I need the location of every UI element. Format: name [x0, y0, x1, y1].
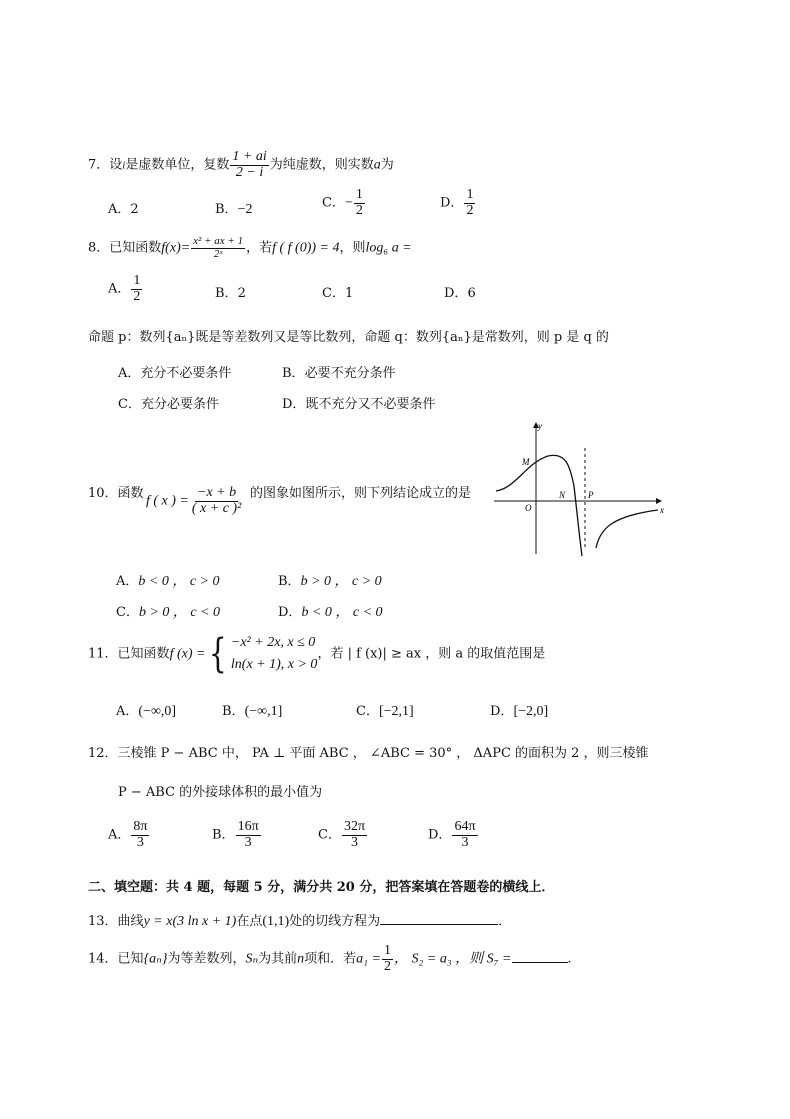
- option-label: A．: [118, 366, 141, 381]
- q8-frac-num: x² + ax + 1: [193, 235, 244, 247]
- option-label: B．: [215, 286, 238, 301]
- option-label: C．: [318, 827, 341, 843]
- frac-den: 3: [461, 834, 469, 850]
- q8-option-a[interactable]: [108, 274, 143, 304]
- graph-label-o: O: [525, 503, 532, 513]
- frac-num: 1: [355, 187, 363, 202]
- q12-option-a[interactable]: [108, 820, 150, 850]
- q10-fraction: [190, 486, 243, 516]
- q14-text-mid3: 项和．若: [304, 951, 357, 967]
- q7-option-a[interactable]: [108, 198, 139, 217]
- q7-var: a: [373, 157, 381, 173]
- q7-frac-num: 1 + ai: [232, 149, 267, 164]
- frac-num: 8π: [133, 819, 148, 834]
- q8-text-pre: 已知函数: [109, 240, 162, 256]
- q12-line1-text: 三棱锥 P − ABC 中， PA ⊥ 平面 ABC ， ∠ABC = 30° ， ΔAPC 的面积为 2 ，则三棱锥: [117, 746, 649, 761]
- option-text: (−∞,0]: [138, 704, 177, 719]
- option-label: A．: [116, 574, 139, 589]
- graph-label-n: N: [559, 490, 566, 500]
- option-label: B．: [282, 366, 305, 381]
- q10-graph: [488, 418, 668, 558]
- q7-text-mid: 是虚数单位，复数: [125, 157, 230, 173]
- q7-option-b[interactable]: [215, 198, 252, 218]
- frac-num: 32π: [343, 819, 366, 834]
- curve-left-branch: [496, 455, 582, 556]
- option-label: D．: [282, 397, 306, 412]
- q12-number: 12．: [88, 746, 118, 761]
- q11-case1: −x² + 2x, x ≤ 0: [230, 635, 316, 650]
- option-label: C．: [356, 704, 379, 719]
- q7-option-c[interactable]: [322, 188, 366, 218]
- q11-case2: ln(x + 1), x > 0: [230, 657, 318, 672]
- q7-imag-unit: i: [122, 159, 126, 172]
- option-label: C．: [116, 605, 139, 620]
- q11-stem: [88, 632, 545, 676]
- option-label: C．: [322, 195, 345, 211]
- option-text: 2: [130, 202, 139, 217]
- frac-num: 1: [133, 273, 141, 288]
- option-label: D．: [444, 286, 468, 301]
- option-label: D．: [278, 605, 302, 620]
- q12-option-d[interactable]: [428, 820, 479, 850]
- option-fraction: [131, 274, 142, 304]
- q10-frac-den: ( x + c )²: [191, 500, 242, 516]
- q13-text-post: 处的切线方程为: [289, 914, 381, 929]
- q7-text-pre: 设: [109, 157, 123, 173]
- q10-text-post: 的图象如图所示，则下列结论成立的是: [250, 486, 472, 501]
- q11-number: 11．: [88, 646, 118, 662]
- q14-number: 14．: [88, 951, 118, 967]
- option-text: 6: [467, 286, 476, 301]
- q10-option-c[interactable]: [116, 601, 220, 621]
- q10-option-d[interactable]: [278, 601, 383, 621]
- frac-den: 3: [136, 834, 144, 850]
- q14-cond: ， S₂ = a₃ ，则 S₇ =: [394, 951, 512, 967]
- q12-stem-line2: P − ABC 的外接球体积的最小值为: [118, 785, 323, 800]
- q14-fraction: [382, 944, 393, 974]
- section2-heading: 二、填空题：共 4 题，每题 5 分，满分共 20 分，把答案填在答题卷的横线上．: [88, 880, 555, 895]
- q13-answer-blank[interactable]: [380, 912, 498, 925]
- q9-option-d[interactable]: [282, 393, 435, 412]
- q14-answer-blank[interactable]: [512, 950, 568, 963]
- option-text: 1: [344, 286, 354, 301]
- graph-label-m: M: [522, 457, 530, 467]
- q11-text-pre: 已知函数: [117, 646, 170, 662]
- option-fraction: [354, 188, 365, 218]
- q9-option-c[interactable]: [118, 393, 219, 412]
- q8-fraction: [191, 236, 245, 260]
- frac-den: 2: [466, 202, 474, 218]
- q10-number: 10．: [88, 486, 118, 501]
- graph-label-p: P: [588, 490, 594, 500]
- q13-text-pre: 曲线: [117, 914, 144, 929]
- q13-text-mid: 在点: [236, 914, 263, 929]
- q13-point: (1,1): [262, 914, 290, 929]
- q14-stem: [88, 944, 572, 974]
- q8-fx: f(x)=: [161, 240, 191, 256]
- option-fraction: [452, 820, 477, 850]
- q10-frac-num: −x + b: [197, 485, 237, 500]
- option-text: −2: [237, 202, 253, 217]
- q11-option-c[interactable]: [356, 700, 414, 720]
- q9-option-b[interactable]: [282, 362, 396, 381]
- option-fraction: [131, 820, 149, 850]
- q13-equation: y = x(3 ln x + 1): [143, 914, 237, 929]
- curve-right-branch: [596, 510, 658, 548]
- option-label: C．: [322, 286, 345, 301]
- q8-text-mid2: ，则: [339, 240, 366, 256]
- option-text: 充分必要条件: [140, 397, 219, 412]
- option-text: 必要不充分条件: [304, 366, 396, 381]
- q8-number: 8．: [88, 240, 110, 256]
- q10-function: [146, 486, 244, 516]
- q11-cases: [231, 632, 318, 676]
- option-text: 既不充分又不必要条件: [305, 397, 436, 412]
- option-text: b > 0 ， c < 0: [138, 605, 221, 620]
- option-text: (−∞,1]: [244, 704, 283, 719]
- x-axis-arrow: [656, 498, 662, 504]
- q7-text-post: 为纯虚数，则实数: [269, 157, 374, 173]
- option-fraction: [342, 820, 367, 850]
- q14-a1: a₁ =: [356, 951, 381, 967]
- option-fraction: [464, 188, 475, 218]
- option-label: B．: [278, 574, 301, 589]
- option-text: b < 0 ， c > 0: [138, 574, 220, 589]
- q7-option-d[interactable]: [440, 188, 476, 218]
- frac-den: 3: [350, 834, 358, 850]
- q11-fx: f (x) =: [169, 646, 206, 662]
- q8-cond: f ( f (0)) = 4: [272, 240, 340, 256]
- q10-fx: f ( x ) =: [146, 493, 189, 509]
- q14-sequence: {aₙ}: [143, 951, 168, 967]
- frac-num: 64π: [454, 819, 476, 834]
- q10-option-a[interactable]: [116, 570, 220, 590]
- option-label: A．: [108, 281, 131, 297]
- q7-fraction: [230, 150, 268, 180]
- q14-frac-den: 2: [384, 958, 391, 974]
- q13-stem: [88, 910, 511, 930]
- option-text: b > 0 ， c > 0: [300, 574, 382, 589]
- q11-option-d[interactable]: [490, 700, 548, 720]
- option-text: [−2,0]: [513, 704, 549, 719]
- option-text: 充分不必要条件: [140, 366, 232, 381]
- q14-frac-num: 1: [384, 943, 391, 958]
- option-label: D．: [428, 827, 452, 843]
- q10-text-pre: 函数: [117, 486, 144, 501]
- q12-option-b[interactable]: [212, 820, 262, 850]
- q11-text-post: ，若 | f (x)| ≥ ax ，则 a 的取值范围是: [317, 646, 546, 662]
- q7-frac-den: 2 − i: [235, 164, 264, 180]
- frac-den: 2: [355, 202, 363, 218]
- option-fraction: [236, 820, 261, 850]
- option-label: C．: [118, 397, 141, 412]
- q8-option-d[interactable]: [444, 282, 476, 301]
- option-text: 2: [237, 286, 246, 301]
- q12-stem-line1: [88, 742, 649, 761]
- q8-stem: [88, 236, 412, 260]
- q13-number: 13．: [88, 914, 118, 929]
- option-sign: −: [344, 195, 353, 211]
- q14-text-mid2: 为其前: [258, 951, 298, 967]
- option-label: B．: [212, 827, 235, 843]
- q7-number: 7．: [88, 157, 110, 173]
- frac-den: 2: [133, 288, 141, 304]
- q10-number-pre: [88, 482, 144, 501]
- option-label: D．: [490, 704, 514, 719]
- q8-text-mid: ，若: [246, 240, 273, 256]
- q13-text-end: ．: [498, 914, 512, 929]
- q7-text-end: 为: [380, 157, 394, 173]
- option-text: b < 0 ， c < 0: [301, 605, 383, 620]
- q14-text-pre: 已知: [117, 951, 144, 967]
- graph-label-y: y: [538, 421, 542, 431]
- q14-text-end: .: [567, 951, 572, 967]
- option-label: B．: [222, 704, 245, 719]
- option-label: B．: [215, 202, 238, 217]
- q8-frac-den: 2ˣ: [213, 247, 223, 260]
- frac-den: 3: [244, 834, 252, 850]
- frac-num: 16π: [237, 819, 259, 834]
- option-label: A．: [116, 704, 139, 719]
- q7-stem: [88, 150, 394, 180]
- option-label: D．: [440, 195, 464, 211]
- q11-option-b[interactable]: [222, 700, 282, 720]
- option-label: A．: [108, 202, 131, 217]
- option-text: [−2,1]: [378, 704, 414, 719]
- q14-text-mid: 为等差数列，: [167, 951, 246, 967]
- q8-option-b[interactable]: [215, 282, 246, 301]
- q8-option-c[interactable]: [322, 282, 353, 301]
- graph-label-x: x: [660, 505, 664, 515]
- q12-option-c[interactable]: [318, 820, 368, 850]
- q9-option-a[interactable]: [118, 362, 231, 381]
- frac-num: 1: [466, 187, 474, 202]
- q14-n: n: [297, 951, 305, 967]
- q11-option-a[interactable]: [116, 700, 176, 720]
- q14-sn: Sₙ: [245, 951, 259, 967]
- q9-stem: 命题 p：数列{aₙ}既是等差数列又是等比数列，命题 q：数列{aₙ}是常数列，则 p 是 q 的: [88, 330, 609, 345]
- q11-brace: {: [209, 631, 228, 677]
- q8-log: log₆ a =: [365, 240, 412, 256]
- option-label: A．: [108, 827, 131, 843]
- q10-option-b[interactable]: [278, 570, 382, 590]
